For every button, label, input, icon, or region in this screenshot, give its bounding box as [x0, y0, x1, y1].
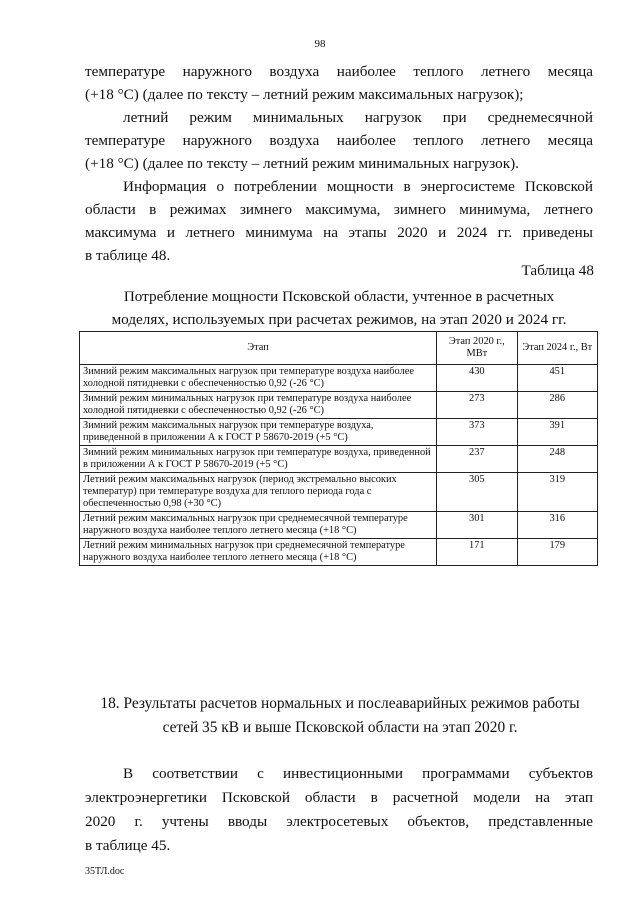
- text-line: максимума и летнего минимума на этапы 2020 и 2024 гг. приведены: [85, 224, 593, 241]
- table-caption: [85, 285, 593, 331]
- text-line: в таблице 45.: [85, 837, 171, 854]
- value-2020: 273: [437, 392, 517, 419]
- heading-line: сетей 35 кВ и выше Псковской области на этап 2020 г.: [162, 719, 518, 736]
- info-paragraph: [85, 175, 593, 267]
- table-header-row: [80, 332, 598, 365]
- caption-line: Потребление мощности Псковской области, учтенное в расчетных: [123, 288, 555, 305]
- row-name: Летний режим максимальных нагрузок (период экстремально высоких температур) при температуре воздуха для теплого периода года с обеспеченностью 0,98 (+30 °С): [80, 473, 437, 512]
- text-line: области в режимах зимнего максимума, зимнего минимума, летнего: [85, 201, 593, 218]
- column-header-stage: Этап: [80, 332, 437, 365]
- table-row: [80, 419, 598, 446]
- column-header-2024: Этап 2024 г., Вт: [517, 332, 597, 365]
- text-line: летний режим минимальных нагрузок при среднемесячной: [123, 109, 593, 126]
- table-label: Таблица 48: [521, 262, 594, 279]
- heading-line: 18. Результаты расчетов нормальных и послеаварийных режимов работы: [100, 695, 580, 712]
- value-2024: 179: [517, 539, 597, 566]
- text-line: (+18 °С) (далее по тексту – летний режим минимальных нагрузок).: [85, 155, 519, 172]
- row-name: Зимний режим минимальных нагрузок при температуре воздуха наиболее холодной пятидневки с обеспеченностью 0,92 (-26 °С): [80, 392, 437, 419]
- row-name: Зимний режим максимальных нагрузок при температуре воздуха наиболее холодной пятидневки с обеспеченностью 0,92 (-26 °С): [80, 365, 437, 392]
- table-row: [80, 365, 598, 392]
- text-line: температуре наружного воздуха наиболее теплого летнего месяца: [85, 132, 593, 149]
- value-2020: 373: [437, 419, 517, 446]
- section-heading: [60, 692, 620, 740]
- value-2024: 319: [517, 473, 597, 512]
- table-row: [80, 473, 598, 512]
- value-2024: 316: [517, 512, 597, 539]
- text-line: В соответствии с инвестиционными программами субъектов: [123, 765, 593, 782]
- table-row: [80, 539, 598, 566]
- row-name: Летний режим максимальных нагрузок при среднемесячной температуре наружного воздуха наиболее теплого летнего месяца (+18 °С): [80, 512, 437, 539]
- row-name: Зимний режим максимальных нагрузок при температуре воздуха, приведенной в приложении А к ГОСТ Р 58670-2019 (+5 °С): [80, 419, 437, 446]
- value-2020: 430: [437, 365, 517, 392]
- value-2020: 237: [437, 446, 517, 473]
- table-row: [80, 512, 598, 539]
- text-line: температуре наружного воздуха наиболее теплого летнего месяца: [85, 63, 593, 80]
- closing-paragraph: [85, 762, 593, 858]
- value-2024: 286: [517, 392, 597, 419]
- table-row: [80, 446, 598, 473]
- row-name: Летний режим минимальных нагрузок при среднемесячной температуре наружного воздуха наиболее теплого летнего месяца (+18 °С): [80, 539, 437, 566]
- text-line: (+18 °С) (далее по тексту – летний режим максимальных нагрузок);: [85, 86, 524, 103]
- value-2020: 305: [437, 473, 517, 512]
- text-line: 2020 г. учтены вводы электросетевых объектов, представленные: [85, 813, 593, 830]
- value-2024: 248: [517, 446, 597, 473]
- intro-paragraph: [85, 60, 593, 175]
- text-line: в таблице 48.: [85, 247, 171, 264]
- text-line: Информация о потреблении мощности в энергосистеме Псковской: [123, 178, 593, 195]
- page-number: 98: [314, 38, 326, 50]
- value-2024: 451: [517, 365, 597, 392]
- footer-filename: 35ТЛ.doc: [85, 866, 125, 877]
- power-consumption-table: [79, 331, 598, 566]
- text-line: электроэнергетики Псковской области в расчетной модели на этап: [85, 789, 593, 806]
- value-2024: 391: [517, 419, 597, 446]
- table-row: [80, 392, 598, 419]
- value-2020: 301: [437, 512, 517, 539]
- row-name: Зимний режим минимальных нагрузок при температуре воздуха, приведенной в приложении А к ГОСТ Р 58670-2019 (+5 °С): [80, 446, 437, 473]
- value-2020: 171: [437, 539, 517, 566]
- caption-line: моделях, используемых при расчетах режимов, на этап 2020 и 2024 гг.: [111, 311, 567, 328]
- column-header-2020: Этап 2020 г., МВт: [437, 332, 517, 365]
